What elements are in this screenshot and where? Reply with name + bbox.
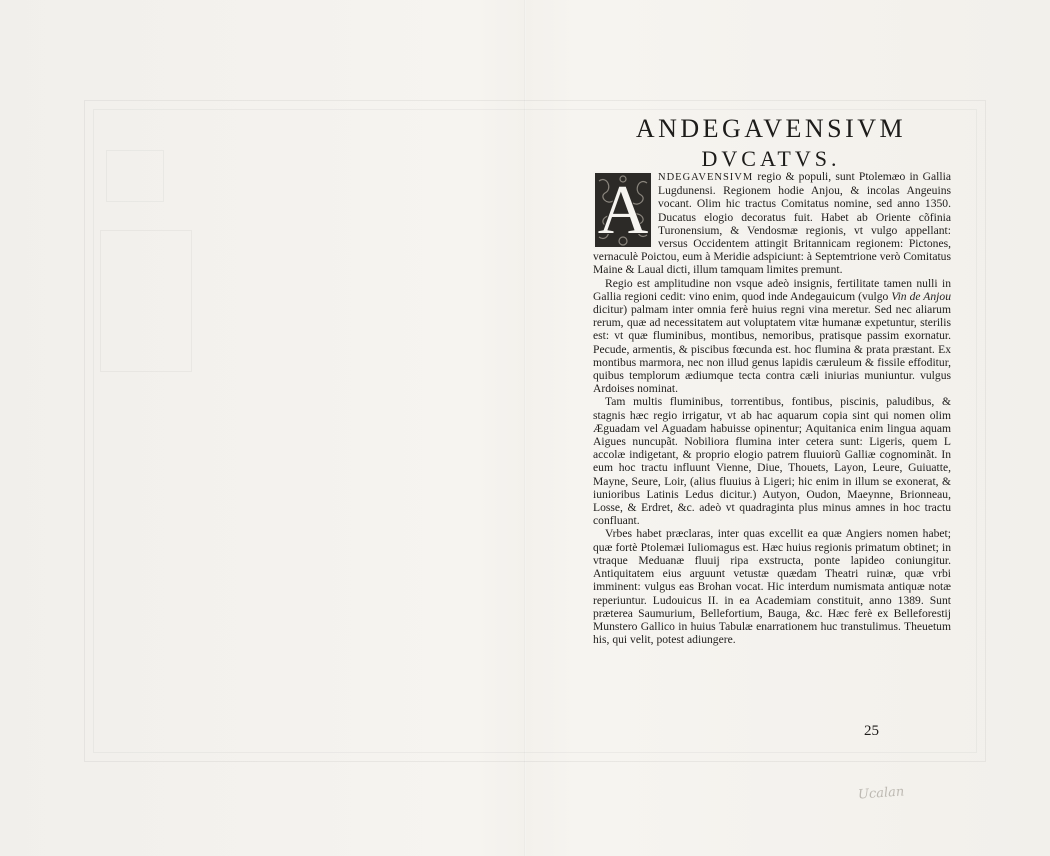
page-number: 25 xyxy=(864,723,879,739)
pencil-annotation: Ucalan xyxy=(857,784,905,803)
paragraph-3-text: Tam multis fluminibus, torrentibus, fontibus, piscinis, paludibus, & stagnis hæc regio irrigatur, vt ab hac aquarum copia sint qui nomen olim Æguadam vel Aguadam habuisse opinentur; Aquitanica enim lingua aquam Aigues nuncupãt. Nobiliora flumina inter cetera sunt: Ligeris, quem L accolæ indigetant, & proprio elogio patrem fluuiorũ Galliæ cognominãt. In eum hoc tractu influunt Vienne, Diue, Thouets, Layon, Leure, Guiuatte, Mayne, Seure, Loir, (alius fluuius à Ligeri; hic enim in illum se exonerat, & iunioribus Latinis Ledus dicitur.) Autyon, Oudon, Maeynne, Brionneau, Losse, & Erdret, &c. adeò vt quadraginta plus minus amnes in hoc tractu confluant. xyxy=(593,395,951,528)
paragraph-2-italic: Vin de Anjou xyxy=(891,289,951,303)
paragraph-2 xyxy=(593,277,951,396)
document-title xyxy=(616,114,926,172)
body-text xyxy=(593,170,951,646)
show-through-cartouche xyxy=(100,230,192,372)
show-through-cartouche-top xyxy=(106,150,164,202)
paragraph-1-text: regio & populi, sunt Ptolemæo in Gallia Lugdunensi. Regionem hodie Anjou, & incolas Angeuins vocant. Olim hic tractus Comitatus nomine, sed anno 1350. Ducatus elogio decoratus fuit. Habet ab Oriente cõfinia Turonensium, & Vendosmæ regionis, vt vulgo appellant: versus Occidentem attingit Britannicam regionem: Pictones, vernaculè Poictou, eum à Meridie adspiciunt: à Septemtrione verò Comitatus Maine & Laual dicti, illum tamquam limites premunt. xyxy=(593,170,951,277)
title-main: ANDEGAVENSIVM xyxy=(635,114,907,143)
ornate-initial-icon xyxy=(593,171,653,249)
lead-caps: NDEGAVENSIVM xyxy=(658,172,754,183)
paragraph-4-text: Vrbes habet præclaras, inter quas excellit ea quæ Angiers nomen habet; quæ fortè Ptolemæi Iuliomagus est. Hæc huius regionis primatum obtinet; in vtraque Meduanæ fluuij ripa exstructa, ponte lapideo coniungitur. Antiquitatem eius arguunt vetustæ quædam Theatri ruinæ, quæ vrbi imminent: vulgus eas Brohan vocat. Hic interdum numismata antiquæ notæ reperiuntur. Ludouicus II. in ea Academiam constituit, anno 1389. Sunt præterea Saumurium, Bellefortium, Bauga, &c. Hæc ferè ex Belleforestij Munstero Gallico in huius Tabulæ enarrationem huc transtulimus. Theuetum his, qui velit, potest adiungere. xyxy=(593,527,951,647)
paragraph-2-text-a: Regio est amplitudine non vsque adeò insignis, fertilitate tamen nulli in Gallia regioni cedit: vino enim, quod inde Andegauicum (vulgo xyxy=(593,276,951,303)
paragraph-4 xyxy=(593,527,951,646)
paragraph-2-text-b: dicitur) palmam inter omnia ferè huius regni vina meretur. Sed nec aliarum rerum, quæ ad necessitatem aut voluptatem vitæ humanæ expetuntur, sterilis est: vt quæ fluminibus, montibus, nemoribus, pratisque passim exornatur. Pecude, armentis, & piscibus fœcunda est. hoc flumina & prata præstant. Ex montibus marmora, nec non illud genus lapidis cæruleum & fissile effoditur, quibus templorum ædiumque tecta contra cæli iniurias muniuntur. vulgus Ardoises nominat. xyxy=(593,303,951,396)
initial-letter: A xyxy=(597,172,649,249)
paragraph-3 xyxy=(593,395,951,527)
title-subtitle: DVCATVS. xyxy=(701,146,841,171)
